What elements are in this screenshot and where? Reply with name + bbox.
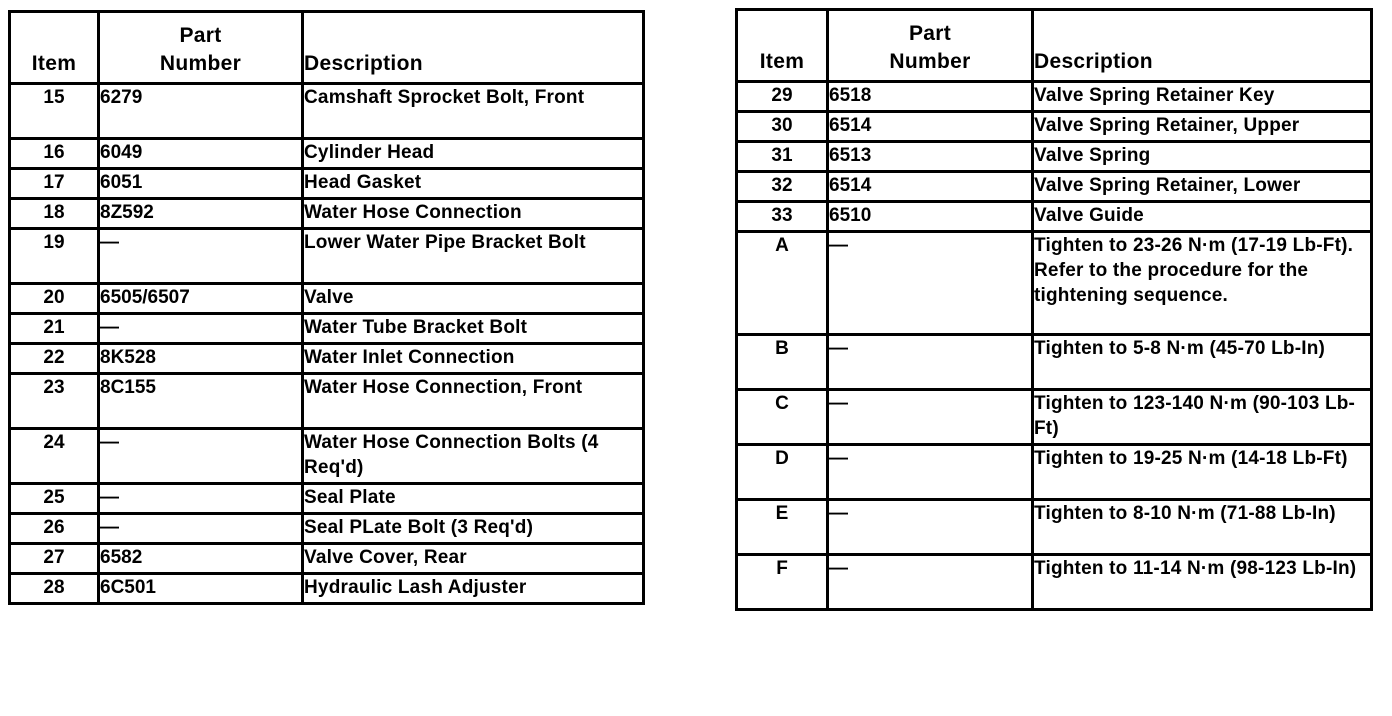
description-cell: Valve Cover, Rear	[303, 544, 644, 574]
part-number-cell: —	[828, 500, 1033, 555]
table-row	[737, 500, 1372, 555]
part-number-cell: 8Z592	[99, 199, 303, 229]
header-item: Item	[737, 10, 828, 82]
table-row	[10, 514, 644, 544]
item-cell: 29	[737, 82, 828, 112]
part-number-cell: 6513	[828, 142, 1033, 172]
description-cell: Valve	[303, 284, 644, 314]
part-number-cell: —	[99, 429, 303, 484]
part-number-cell: —	[99, 229, 303, 284]
header-description: Description	[303, 12, 644, 84]
table-row	[737, 112, 1372, 142]
description-cell: Seal Plate	[303, 484, 644, 514]
item-cell: 16	[10, 139, 99, 169]
item-cell: 21	[10, 314, 99, 344]
header-part-number	[828, 10, 1033, 82]
item-cell: 24	[10, 429, 99, 484]
header-row	[737, 10, 1372, 82]
part-number-cell: —	[99, 514, 303, 544]
part-number-cell: 8C155	[99, 374, 303, 429]
description-cell: Water Hose Connection Bolts (4 Req'd)	[303, 429, 644, 484]
item-cell: 30	[737, 112, 828, 142]
description-cell: Tighten to 5-8 N·m (45-70 Lb-In)	[1033, 335, 1372, 390]
header-part-line1: Part	[179, 24, 222, 47]
description-cell: Tighten to 123-140 N·m (90-103 Lb-Ft)	[1033, 390, 1372, 445]
part-number-cell: —	[828, 335, 1033, 390]
item-cell: 28	[10, 574, 99, 604]
item-cell: E	[737, 500, 828, 555]
part-number-cell: —	[828, 555, 1033, 610]
item-cell: 26	[10, 514, 99, 544]
description-cell: Cylinder Head	[303, 139, 644, 169]
table-row	[10, 429, 644, 484]
header-part-line1: Part	[908, 22, 952, 45]
description-cell: Tighten to 11-14 N·m (98-123 Lb-In)	[1033, 555, 1372, 610]
description-cell: Valve Spring Retainer, Upper	[1033, 112, 1372, 142]
part-number-cell: —	[828, 445, 1033, 500]
table-row	[10, 229, 644, 284]
part-number-cell: 6510	[828, 202, 1033, 232]
item-cell: 31	[737, 142, 828, 172]
table-row	[737, 555, 1372, 610]
table-row	[10, 484, 644, 514]
table-row	[10, 544, 644, 574]
table-row	[737, 82, 1372, 112]
description-cell: Head Gasket	[303, 169, 644, 199]
item-cell: 19	[10, 229, 99, 284]
part-number-cell: 6049	[99, 139, 303, 169]
item-cell: 17	[10, 169, 99, 199]
part-number-cell: 6051	[99, 169, 303, 199]
header-part-line2: Number	[889, 50, 971, 73]
header-item: Item	[10, 12, 99, 84]
item-cell: D	[737, 445, 828, 500]
header-part-number	[99, 12, 303, 84]
description-cell: Tighten to 19-25 N·m (14-18 Lb-Ft)	[1033, 445, 1372, 500]
table-row	[10, 374, 644, 429]
description-cell: Camshaft Sprocket Bolt, Front	[303, 84, 644, 139]
header-description: Description	[1033, 10, 1372, 82]
description-cell: Seal PLate Bolt (3 Req'd)	[303, 514, 644, 544]
description-cell: Water Tube Bracket Bolt	[303, 314, 644, 344]
part-number-cell: 6518	[828, 82, 1033, 112]
table-row	[10, 84, 644, 139]
table-row	[10, 574, 644, 604]
description-cell: Water Hose Connection, Front	[303, 374, 644, 429]
table-row	[737, 390, 1372, 445]
parts-table-right	[735, 8, 1373, 611]
table-row	[10, 314, 644, 344]
description-cell: Valve Spring	[1033, 142, 1372, 172]
part-number-cell: 6514	[828, 112, 1033, 142]
item-cell: B	[737, 335, 828, 390]
description-cell: Water Inlet Connection	[303, 344, 644, 374]
part-number-cell: 6514	[828, 172, 1033, 202]
description-cell: Valve Guide	[1033, 202, 1372, 232]
table-row	[10, 199, 644, 229]
item-cell: F	[737, 555, 828, 610]
item-cell: 23	[10, 374, 99, 429]
part-number-cell: 8K528	[99, 344, 303, 374]
description-cell: Hydraulic Lash Adjuster	[303, 574, 644, 604]
part-number-cell: —	[828, 232, 1033, 335]
description-cell: Tighten to 23-26 N·m (17-19 Lb-Ft). Refer to the procedure for the tightening sequence.	[1033, 232, 1372, 335]
item-cell: 15	[10, 84, 99, 139]
item-cell: 18	[10, 199, 99, 229]
item-cell: 27	[10, 544, 99, 574]
description-cell: Valve Spring Retainer, Lower	[1033, 172, 1372, 202]
item-cell: 32	[737, 172, 828, 202]
item-cell: 25	[10, 484, 99, 514]
description-cell: Water Hose Connection	[303, 199, 644, 229]
table-row	[10, 344, 644, 374]
description-cell: Valve Spring Retainer Key	[1033, 82, 1372, 112]
item-cell: 22	[10, 344, 99, 374]
table-row	[737, 232, 1372, 335]
item-cell: A	[737, 232, 828, 335]
item-cell: 20	[10, 284, 99, 314]
item-cell: 33	[737, 202, 828, 232]
part-number-cell: 6505/6507	[99, 284, 303, 314]
table-row	[737, 142, 1372, 172]
description-cell: Lower Water Pipe Bracket Bolt	[303, 229, 644, 284]
table-row	[737, 335, 1372, 390]
table-row	[10, 139, 644, 169]
item-cell: C	[737, 390, 828, 445]
parts-table-left	[8, 10, 645, 605]
part-number-cell: 6279	[99, 84, 303, 139]
table-row	[737, 172, 1372, 202]
header-part-line2: Number	[159, 52, 242, 75]
part-number-cell: 6582	[99, 544, 303, 574]
part-number-cell: —	[99, 484, 303, 514]
part-number-cell: —	[828, 390, 1033, 445]
table-row	[737, 445, 1372, 500]
table-row	[10, 284, 644, 314]
part-number-cell: —	[99, 314, 303, 344]
part-number-cell: 6C501	[99, 574, 303, 604]
header-row	[10, 12, 644, 84]
table-row	[737, 202, 1372, 232]
table-row	[10, 169, 644, 199]
description-cell: Tighten to 8-10 N·m (71-88 Lb-In)	[1033, 500, 1372, 555]
